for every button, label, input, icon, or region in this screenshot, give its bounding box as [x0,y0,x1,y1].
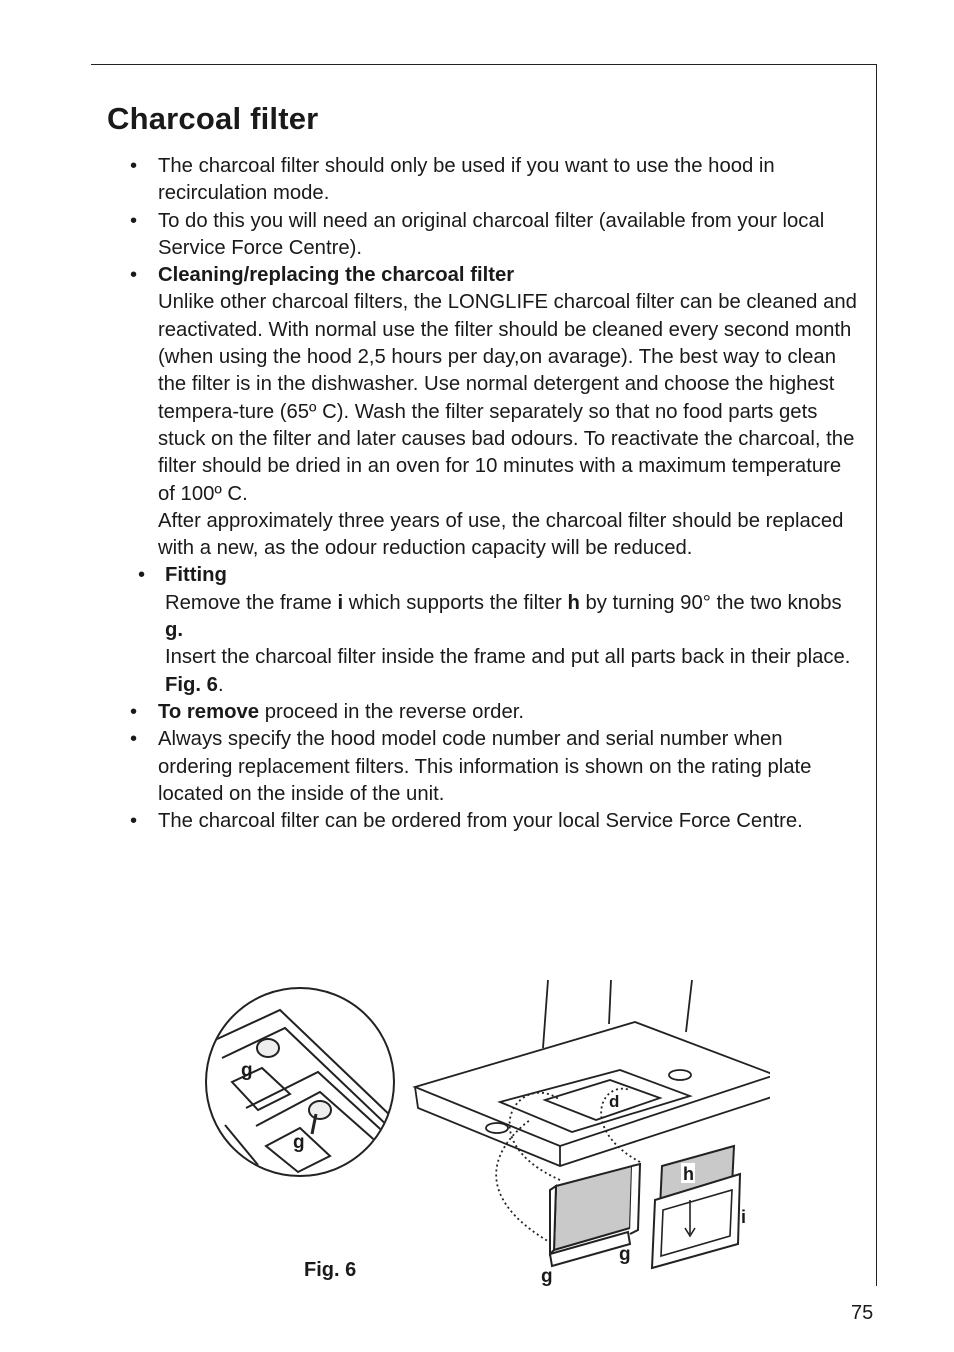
bullet: • [130,209,138,232]
label-d: d [609,1092,620,1111]
fitting-paragraph-1: Remove the frame i which supports the filter h by turning 90° the two knobs g. [165,591,842,642]
item-text: To do this you will need an original charcoal filter (available from your local Service Force Centre). [158,209,825,259]
item-text: Always specify the hood model code number and serial number when ordering replacement filters. This information is shown on the rating plate located on the inside of the unit. [158,728,812,805]
list-item [129,208,859,263]
body-content [129,153,859,835]
figure-caption: Fig. 6 [304,1259,357,1281]
item-text: The charcoal filter should only be used if you want to use the hood in recirculation mode. [158,155,775,205]
bullet: • [130,264,138,287]
bullet-list [129,153,859,835]
cleaning-heading: Cleaning/replacing the charcoal filter [158,264,515,287]
label-h: h [683,1164,694,1184]
fitting-heading: Fitting [165,564,227,587]
list-item [129,699,859,726]
figure-6-illustration [200,975,770,1290]
label-g-inset-2: g [293,1132,305,1153]
page-number: 75 [851,1302,874,1324]
bullet: • [130,700,138,723]
bullet: • [130,155,138,177]
item-bold-lead: To remove [158,700,260,723]
item-text: The charcoal filter can be ordered from your local Service Force Centre. [158,810,803,833]
list-item-fitting [129,562,859,698]
filter-frame-part [652,1146,740,1268]
label-i: i [741,1207,747,1227]
replacing-paragraph: After approximately three years of use, the charcoal filter should be replaced with a new, as the odour reduction capacity will be reduced. [158,509,844,560]
label-g-frame-1: g [619,1244,631,1265]
inset-detail [206,988,395,1176]
right-rule [876,64,877,1286]
list-item [129,808,859,835]
fitting-paragraph-2: Insert the charcoal filter inside the frame and put all parts back in their place. Fig. 6. [165,646,851,696]
label-g-frame-2: g [541,1266,553,1287]
list-item [129,153,859,208]
top-rule [91,64,877,65]
list-item-cleaning [129,262,859,562]
item-text: proceed in the reverse order. [259,700,524,723]
list-item [129,726,859,808]
bullet: • [130,810,138,833]
label-g-inset-1: g [241,1060,253,1081]
cleaning-paragraph: Unlike other charcoal filters, the LONGLIFE charcoal filter can be cleaned and reactivated. With normal use the filter should be cleaned every second month (when using the hood 2,5 hours per day,on avarage). The best way to clean the filter is in the dishwasher. Use normal detergent and choose the highest tempera-ture (65º C). Wash the filter separately so that no food parts gets stuck on the filter and later causes bad odours. To reactivate the charcoal, the filter should be dried in an oven for 10 minutes with a maximum temperature of 100º C. [158,291,857,505]
page-title: Charcoal filter [107,101,319,136]
bullet: • [138,564,146,587]
bullet: • [130,728,138,751]
